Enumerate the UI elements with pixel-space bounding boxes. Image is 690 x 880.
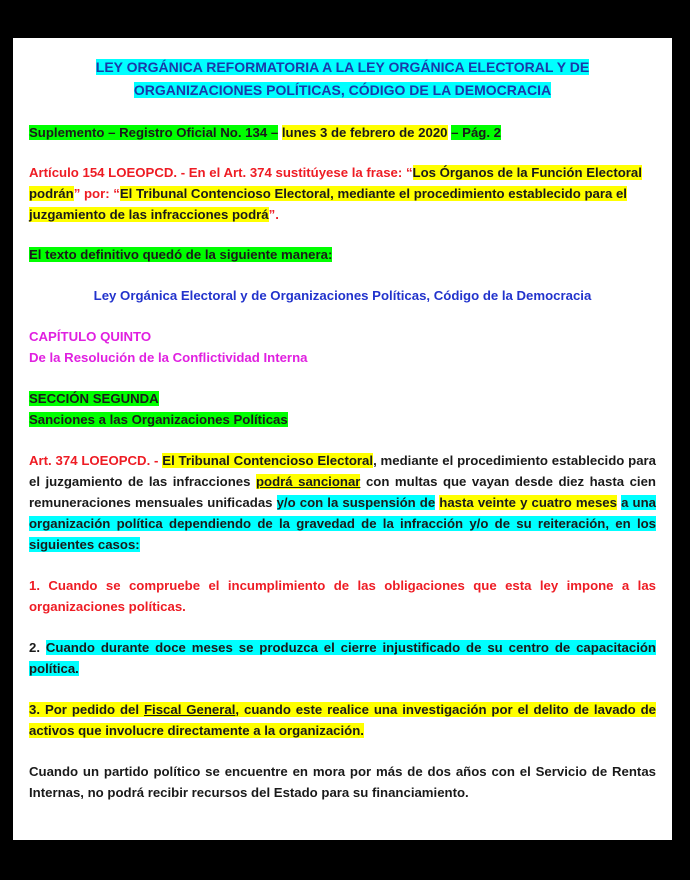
law-name: Ley Orgánica Electoral y de Organizaciones Políticas, Código de la Democracia	[93, 288, 592, 303]
final-text-label-line	[29, 244, 656, 265]
case-2-text: Cuando durante doce meses se produzca el cierre injustificado de su centro de capacitación política.	[29, 640, 656, 676]
article-154-old-phrase: Los Órganos de la Función Electoral podrán	[29, 165, 642, 201]
chapter-title: CAPÍTULO QUINTO	[29, 329, 152, 344]
section-subtitle-line	[29, 409, 656, 430]
law-title	[29, 56, 656, 102]
article-154-mid: ” por: “	[73, 186, 120, 201]
article-374-text-2: con multas que vayan desde diez hasta cien remuneraciones mensuales unificadas	[29, 474, 656, 510]
article-154-intro: - En el Art. 374 sustitúyese la frase: “	[177, 165, 413, 180]
case-3	[29, 699, 656, 741]
section-subtitle: Sanciones a las Organizaciones Políticas	[29, 412, 288, 427]
article-374-text-1: , mediante el procedimiento establecido para el juzgamiento de las infracciones	[29, 453, 656, 489]
supplement-page: – Pág. 2	[451, 125, 502, 140]
article-374-ref: Art. 374 LOEOPCD. -	[29, 453, 159, 468]
chapter-subtitle: De la Resolución de la Conflictividad Interna	[29, 350, 308, 365]
case-2	[29, 637, 656, 679]
section-title-line	[29, 388, 656, 409]
article-154-ref: Artículo 154 LOEOPCD.	[29, 165, 178, 180]
supplement-line	[29, 122, 656, 143]
article-374	[29, 450, 656, 555]
case-3-num: 3.	[29, 702, 40, 717]
article-374-months: hasta veinte y cuatro meses	[439, 495, 617, 510]
section-title: SECCIÓN SEGUNDA	[29, 391, 159, 406]
article-154-new-phrase: El Tribunal Contencioso Electoral, mediante el procedimiento establecido para el juzgamiento de las infracciones podrá	[29, 186, 627, 222]
case-3-fiscal: Fiscal General	[143, 702, 236, 717]
article-374-cases-intro: a una organización política dependiendo de la gravedad de la infracción y/o de su reiteración, en los siguientes casos:	[29, 495, 656, 552]
case-1-text: Cuando se compruebe el incumplimiento de las obligaciones que esta ley impone a las organizaciones políticas.	[29, 578, 656, 614]
article-374-suspension: y/o con la suspensión de	[276, 495, 436, 510]
law-title-line2: ORGANIZACIONES POLÍTICAS, CÓDIGO DE LA DEMOCRACIA	[133, 82, 552, 98]
article-154-end: ”.	[268, 207, 279, 222]
supplement-date: lunes 3 de febrero de 2020	[281, 125, 448, 140]
case-2-num: 2.	[29, 640, 40, 655]
closing-paragraph: Cuando un partido político se encuentre en mora por más de dos años con el Servicio de Rentas Internas, no podrá recibir recursos del Estado para su financiamiento.	[29, 764, 656, 800]
case-3-post: , cuando este realice una investigación por el delito de lavado de activos que involucre directamente a la organización.	[29, 702, 657, 738]
case-1	[29, 575, 656, 617]
article-374-tribunal: El Tribunal Contencioso Electoral	[162, 453, 374, 468]
case-1-num: 1.	[29, 578, 40, 593]
article-374-podra: podrá sancionar	[255, 474, 361, 489]
article-154	[29, 162, 656, 225]
law-title-line1: LEY ORGÁNICA REFORMATORIA A LA LEY ORGÁNICA ELECTORAL Y DE	[95, 59, 590, 75]
supplement-text: Suplemento – Registro Oficial No. 134 –	[29, 125, 279, 140]
document-page	[13, 38, 672, 840]
case-3-pre: Por pedido del	[44, 702, 144, 717]
final-text-label: El texto definitivo quedó de la siguiente manera:	[29, 247, 333, 262]
